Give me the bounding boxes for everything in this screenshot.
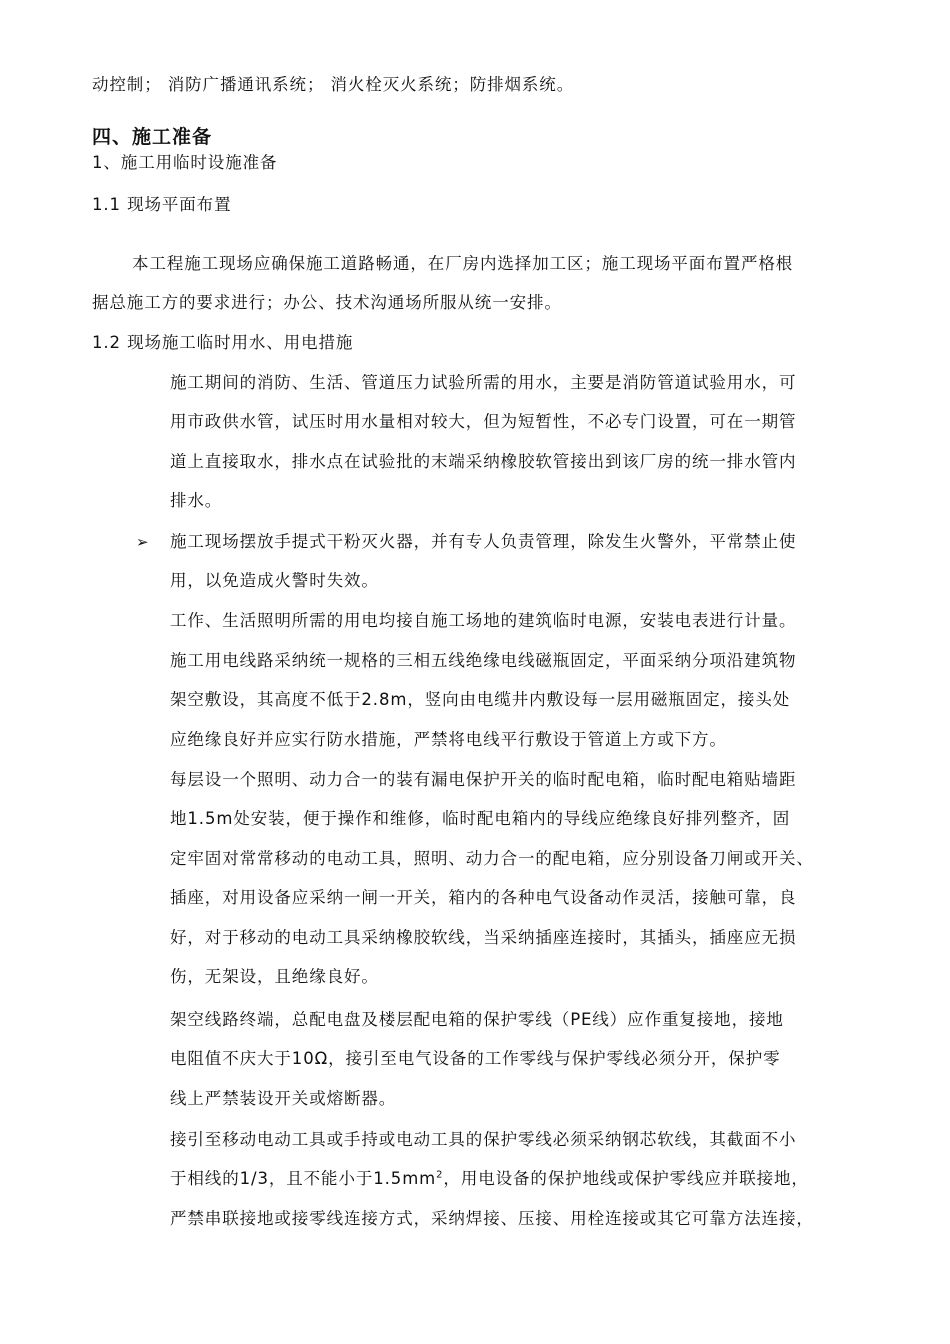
list-item-line: 插座，对用设备应采纳一闸一开关，箱内的各种电气设备动作灵活，接触可靠，良 [170,888,797,907]
list-item-line: 用，以免造成火警时失效。 [170,571,379,590]
list-item-line: 施工期间的消防、生活、管道压力试验所需的用水，主要是消防管道试验用水，可 [170,373,797,392]
section-heading: 四、施工准备 [92,126,213,148]
list-item-line: 好，对于移动的电动工具采纳橡胶软线，当采纳插座连接时，其插头，插座应无损 [170,928,797,947]
list-item-line: 架空线路终端，总配电盘及楼层配电箱的保护零线（PE线）应作重复接地，接地 [170,1010,784,1029]
list-item-line: 严禁串联接地或接零线连接方式，采纳焊接、压接、用栓连接或其它可靠方法连接， [170,1209,814,1228]
list-item-line: 排水。 [170,491,223,510]
list-item-line: 伤，无架设，且绝缘良好。 [170,967,379,986]
list-item-line: 架空敷设，其高度不低于2.8m，竖向由电缆井内敷设每一层用磁瓶固定，接头处 [170,690,791,709]
list-item-line: 地1.5m处安装，便于操作和维修，临时配电箱内的导线应绝缘良好排列整齐，固 [170,809,791,828]
subsection-heading-1-2: 1.2 现场施工临时用水、用电措施 [92,333,354,352]
list-item-line: 道上直接取水，排水点在试验批的末端采纳橡胶软管接出到该厂房的统一排水管内 [170,452,797,471]
text-segment: 于相线的1/3，且不能小于1.5mm [170,1169,437,1188]
list-item-line: 线上严禁装设开关或熔断器。 [170,1089,397,1108]
list-item-line: 用市政供水管，试压时用水量相对较大，但为短暂性，不必专门设置，可在一期管 [170,412,797,431]
list-item-line: 应绝缘良好并应实行防水措施，严禁将电线平行敷设于管道上方或下方。 [170,730,727,749]
text-segment: ，用电设备的保护地线或保护零线应并联接地， [443,1169,809,1188]
list-item-line: 施工用电线路采纳统一规格的三相五线绝缘电线磁瓶固定，平面采纳分项沿建筑物 [170,651,797,670]
subsection-heading: 1、施工用临时设施准备 [92,153,278,172]
arrow-bullet-icon: ➢ [136,533,149,551]
list-item-line [170,1168,809,1190]
continued-text-line: 动控制； 消防广播通讯系统； 消火栓灭火系统；防排烟系统。 [92,75,575,94]
subsection-heading-1-1: 1.1 现场平面布置 [92,195,232,214]
list-item-line: 接引至移动电动工具或手持或电动工具的保护零线必须采纳钢芯软线，其截面不小 [170,1130,797,1149]
superscript: 2 [436,1169,444,1181]
list-item-line: 每层设一个照明、动力合一的装有漏电保护开关的临时配电箱，临时配电箱贴墙距 [170,770,797,789]
list-item-line: 电阻值不庆大于10Ω，接引至电气设备的工作零线与保护零线必须分开，保护零 [170,1049,781,1068]
list-item-line: 工作、生活照明所需的用电均接自施工场地的建筑临时电源，安装电表进行计量。 [170,611,797,630]
paragraph-line: 据总施工方的要求进行；办公、技术沟通场所服从统一安排。 [92,293,562,312]
paragraph-line: 本工程施工现场应确保施工道路畅通，在厂房内选择加工区；施工现场平面布置严格根 [132,254,794,273]
list-item-line: 施工现场摆放手提式干粉灭火器，并有专人负责管理，除发生火警外，平常禁止使 [170,532,797,551]
list-item-line: 定牢固对常常移动的电动工具，照明、动力合一的配电箱，应分别设备刀闸或开关、 [170,849,814,868]
